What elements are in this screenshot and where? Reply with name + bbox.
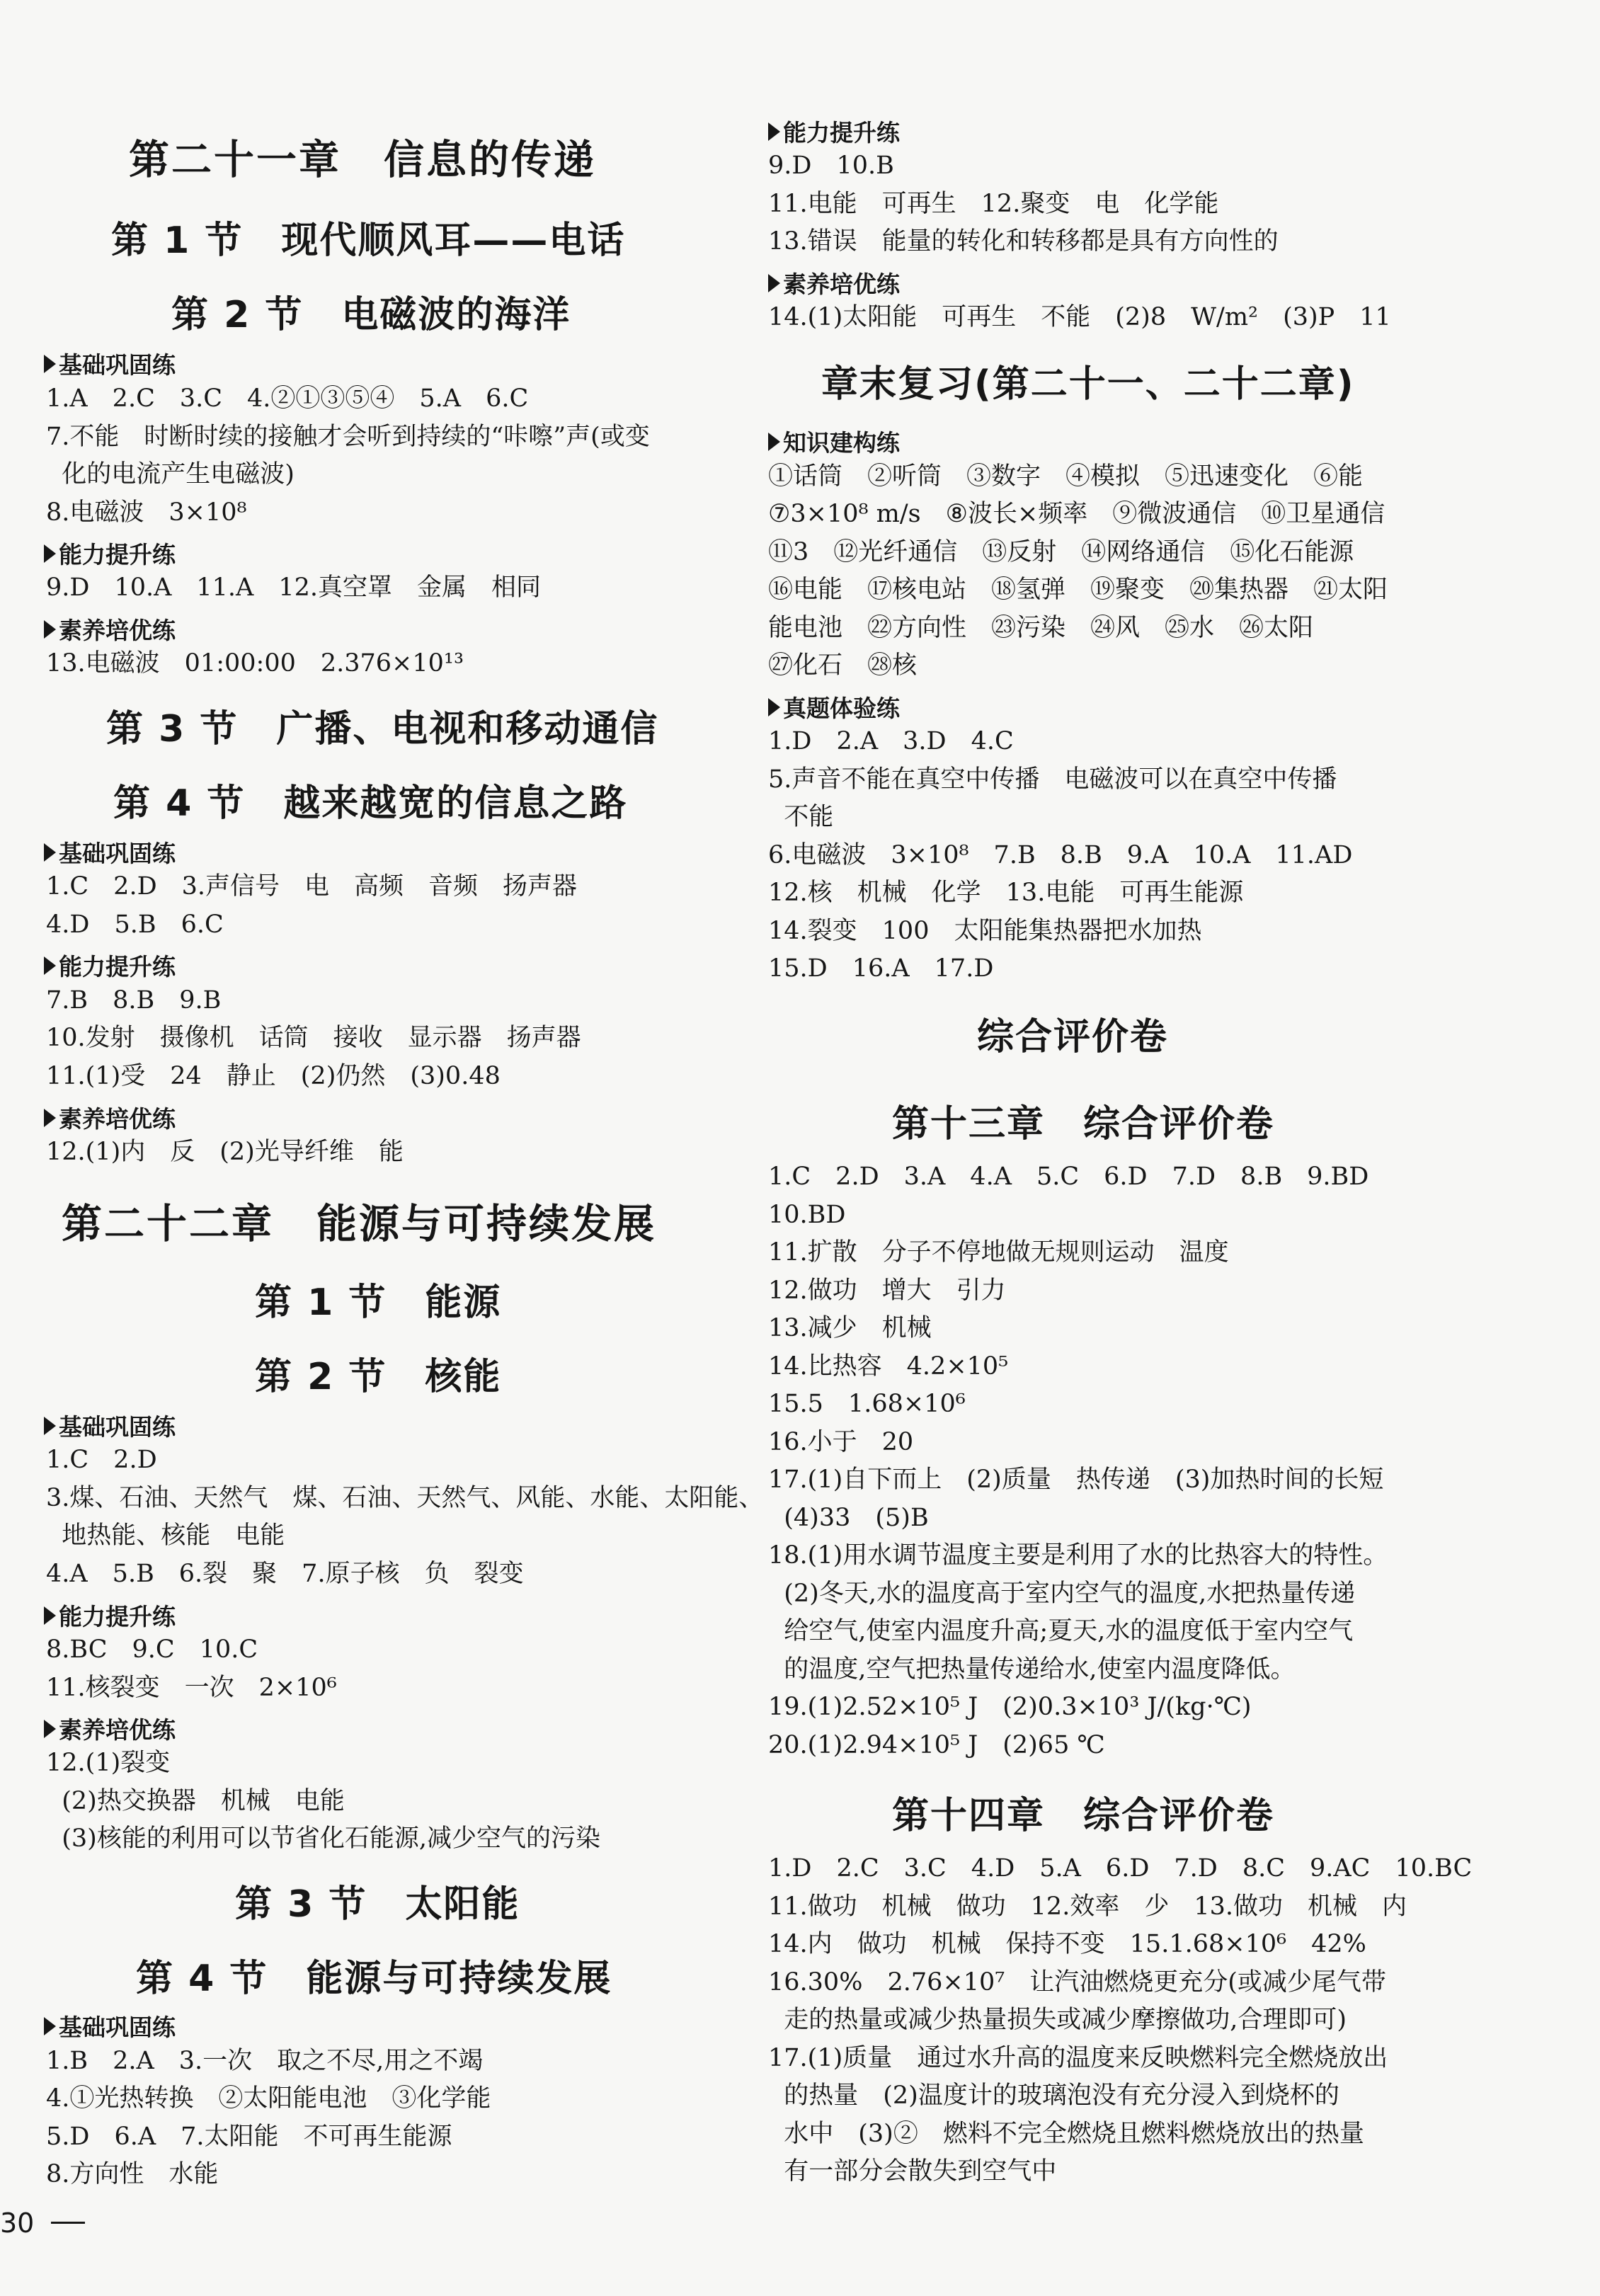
ability-practice-label: 能力提升练 xyxy=(768,115,900,148)
quality-practice-label: 素养培优练 xyxy=(44,1712,176,1745)
answer-line: 16.小于 20 xyxy=(768,1428,914,1456)
answer-line: 13.错误 能量的转化和转移都是具有方向性的 xyxy=(768,227,1279,256)
answer-line: ⑦3×10⁸ m/s ⑧波长×频率 ⑨微波通信 ⑩卫星通信 xyxy=(768,500,1385,528)
play-triangle-icon xyxy=(44,620,56,639)
answer-line: 11.(1)受 24 静止 (2)仍然 (3)0.48 xyxy=(46,1062,501,1090)
answer-line: 的热量 (2)温度计的玻璃泡没有充分浸入到烧杯的 xyxy=(768,2081,1339,2110)
play-triangle-icon xyxy=(768,433,780,451)
answer-line: 12.(1)裂变 xyxy=(46,1749,171,1777)
knowledge-practice-label: 知识建构练 xyxy=(768,425,900,458)
basic-practice-label: 基础巩固练 xyxy=(44,2009,176,2043)
answer-line: ㉗化石 ㉘核 xyxy=(768,651,918,680)
answer-line: (3)核能的利用可以节省化石能源,减少空气的污染 xyxy=(46,1824,600,1853)
answer-line: 1.B 2.A 3.一次 取之不尽,用之不竭 xyxy=(46,2047,484,2075)
answer-line: 1.C 2.D 3.A 4.A 5.C 6.D 7.D 8.B 9.BD xyxy=(768,1163,1369,1191)
answer-line: ①话筒 ②听筒 ③数字 ④模拟 ⑤迅速变化 ⑥能 xyxy=(768,462,1364,491)
answer-line: 1.D 2.C 3.C 4.D 5.A 6.D 7.D 8.C 9.AC 10.BC xyxy=(768,1854,1473,1883)
answer-line: 5.D 6.A 7.太阳能 不可再生能源 xyxy=(46,2123,452,2151)
page-number-dash xyxy=(51,2222,85,2224)
play-triangle-icon xyxy=(768,698,780,716)
answer-line: 13.电磁波 01:00:00 2.376×10¹³ xyxy=(46,649,464,678)
section-1-title: 第 1 节 现代顺风耳——电话 xyxy=(111,219,626,262)
answer-line: 6.电磁波 3×10⁸ 7.B 8.B 9.A 10.A 11.AD xyxy=(768,841,1353,869)
quality-practice-label: 素养培优练 xyxy=(44,612,176,646)
chapter-21-title: 第二十一章 信息的传递 xyxy=(129,137,596,183)
play-triangle-icon xyxy=(44,1720,56,1738)
answer-line: 14.(1)太阳能 可再生 不能 (2)8 W/m² (3)P 11 xyxy=(768,303,1391,331)
answer-line: 能电池 ㉒方向性 ㉓污染 ㉔风 ㉕水 ㉖太阳 xyxy=(768,614,1314,642)
answer-line: 1.C 2.D xyxy=(46,1446,157,1474)
answer-line: 化的电流产生电磁波) xyxy=(46,460,295,489)
answer-line: 15.D 16.A 17.D xyxy=(768,954,994,983)
answer-line: 4.D 5.B 6.C xyxy=(46,910,224,939)
answer-line: 12.做功 增大 引力 xyxy=(768,1276,1006,1305)
answer-line: 14.比热容 4.2×10⁵ xyxy=(768,1352,1009,1381)
chapter-review-title: 章末复习(第二十一、二十二章) xyxy=(821,363,1355,406)
quality-practice-label: 素养培优练 xyxy=(44,1101,176,1134)
chapter-22-title: 第二十二章 能源与可持续发展 xyxy=(62,1201,656,1247)
answer-line: 11.做功 机械 做功 12.效率 少 13.做功 机械 内 xyxy=(768,1892,1407,1921)
answer-line: 地热能、核能 电能 xyxy=(46,1521,285,1550)
ch22-section-3-title: 第 3 节 太阳能 xyxy=(235,1883,520,1926)
answer-line: 8.方向性 水能 xyxy=(46,2160,219,2188)
ability-practice-label: 能力提升练 xyxy=(44,537,176,570)
basic-practice-label: 基础巩固练 xyxy=(44,347,176,380)
answer-line: 1.D 2.A 3.D 4.C xyxy=(768,727,1014,755)
answer-line: 的温度,空气把热量传递给水,使室内温度降低。 xyxy=(768,1655,1296,1684)
play-triangle-icon xyxy=(768,274,780,292)
quality-practice-label: 素养培优练 xyxy=(768,266,900,299)
answer-line: 10.BD xyxy=(768,1201,846,1229)
play-triangle-icon xyxy=(768,122,780,141)
answer-line: 16.30% 2.76×10⁷ 让汽油燃烧更充分(或减少尾气带 xyxy=(768,1968,1386,1997)
answer-line: 20.(1)2.94×10⁵ J (2)65 ℃ xyxy=(768,1731,1105,1759)
basic-practice-label: 基础巩固练 xyxy=(44,1409,176,1442)
answer-line: 给空气,使室内温度升高;夏天,水的温度低于室内空气 xyxy=(768,1617,1354,1645)
chapter-14-test-title: 第十四章 综合评价卷 xyxy=(892,1795,1275,1837)
answer-line: 12.(1)内 反 (2)光导纤维 能 xyxy=(46,1138,404,1166)
page-number: 30 xyxy=(0,2208,35,2239)
section-2-title: 第 2 节 电磁波的海洋 xyxy=(171,294,571,336)
comprehensive-title: 综合评价卷 xyxy=(977,1016,1169,1058)
answer-line: 走的热量或减少热量损失或减少摩擦做功,合理即可) xyxy=(768,2006,1347,2034)
answer-line: 13.减少 机械 xyxy=(768,1314,932,1342)
answer-line: 有一部分会散失到空气中 xyxy=(768,2157,1057,2186)
answer-line: 5.声音不能在真空中传播 电磁波可以在真空中传播 xyxy=(768,765,1337,794)
answer-line: 3.煤、石油、天然气 煤、石油、天然气、风能、水能、太阳能、 xyxy=(46,1484,764,1512)
answer-line: 17.(1)自下而上 (2)质量 热传递 (3)加热时间的长短 xyxy=(768,1466,1384,1494)
answer-line: 4.①光热转换 ②太阳能电池 ③化学能 xyxy=(46,2084,491,2113)
answer-line: 8.BC 9.C 10.C xyxy=(46,1635,258,1664)
chapter-13-test-title: 第十三章 综合评价卷 xyxy=(892,1103,1275,1146)
section-4-title: 第 4 节 越来越宽的信息之路 xyxy=(113,782,628,825)
answer-line: 8.电磁波 3×10⁸ xyxy=(46,498,247,527)
answer-line: 4.A 5.B 6.裂 聚 7.原子核 负 裂变 xyxy=(46,1560,524,1588)
answer-line: 11.核裂变 一次 2×10⁶ xyxy=(46,1674,337,1702)
answer-line: 7.不能 时断时续的接触才会听到持续的“咔嚓”声(或变 xyxy=(46,423,650,451)
play-triangle-icon xyxy=(44,1606,56,1625)
exam-practice-label: 真题体验练 xyxy=(768,690,900,724)
answer-line: 9.D 10.A 11.A 12.真空罩 金属 相同 xyxy=(46,573,541,602)
answer-line: 11.电能 可再生 12.聚变 电 化学能 xyxy=(768,190,1219,218)
ch22-section-4-title: 第 4 节 能源与可持续发展 xyxy=(136,1958,612,2000)
play-triangle-icon xyxy=(44,355,56,373)
play-triangle-icon xyxy=(44,956,56,975)
answer-line: 19.(1)2.52×10⁵ J (2)0.3×10³ J/(kg·℃) xyxy=(768,1693,1252,1721)
ch22-section-2-title: 第 2 节 核能 xyxy=(255,1356,502,1398)
play-triangle-icon xyxy=(44,544,56,563)
answer-line: 15.5 1.68×10⁶ xyxy=(768,1390,966,1418)
answer-line: (2)热交换器 机械 电能 xyxy=(46,1787,345,1815)
answer-line: 10.发射 摄像机 话筒 接收 显示器 扬声器 xyxy=(46,1024,581,1052)
answer-line: 18.(1)用水调节温度主要是利用了水的比热容大的特性。 xyxy=(768,1541,1388,1570)
answer-line: (4)33 (5)B xyxy=(768,1504,929,1532)
answer-line: 12.核 机械 化学 13.电能 可再生能源 xyxy=(768,879,1244,907)
answer-line: 14.内 做功 机械 保持不变 15.1.68×10⁶ 42% xyxy=(768,1930,1366,1958)
ability-practice-label: 能力提升练 xyxy=(44,949,176,982)
answer-line: 7.B 8.B 9.B xyxy=(46,986,222,1015)
answer-line: (2)冬天,水的温度高于室内空气的温度,水把热量传递 xyxy=(768,1580,1356,1608)
answer-line: 水中 (3)② 燃料不完全燃烧且燃料燃烧放出的热量 xyxy=(768,2120,1364,2148)
answer-line: 1.A 2.C 3.C 4.②①③⑤④ 5.A 6.C xyxy=(46,384,529,413)
answer-line: 9.D 10.B xyxy=(768,152,894,180)
answer-line: ⑪3 ⑫光纤通信 ⑬反射 ⑭网络通信 ⑮化石能源 xyxy=(768,538,1354,566)
play-triangle-icon xyxy=(44,2017,56,2035)
play-triangle-icon xyxy=(44,1417,56,1435)
answer-line: ⑯电能 ⑰核电站 ⑱氢弹 ⑲聚变 ⑳集热器 ㉑太阳 xyxy=(768,576,1388,604)
answer-line: 不能 xyxy=(768,803,834,831)
ch22-section-1-title: 第 1 节 能源 xyxy=(255,1281,502,1324)
answer-line: 14.裂变 100 太阳能集热器把水加热 xyxy=(768,917,1202,945)
answer-line: 1.C 2.D 3.声信号 电 高频 音频 扬声器 xyxy=(46,872,578,901)
section-3-title: 第 3 节 广播、电视和移动通信 xyxy=(106,708,659,750)
answer-line: 11.扩散 分子不停地做无规则运动 温度 xyxy=(768,1238,1229,1267)
play-triangle-icon xyxy=(44,843,56,862)
ability-practice-label: 能力提升练 xyxy=(44,1599,176,1632)
play-triangle-icon xyxy=(44,1109,56,1127)
basic-practice-label: 基础巩固练 xyxy=(44,835,176,869)
answer-line: 17.(1)质量 通过水升高的温度来反映燃料完全燃烧放出 xyxy=(768,2044,1388,2072)
